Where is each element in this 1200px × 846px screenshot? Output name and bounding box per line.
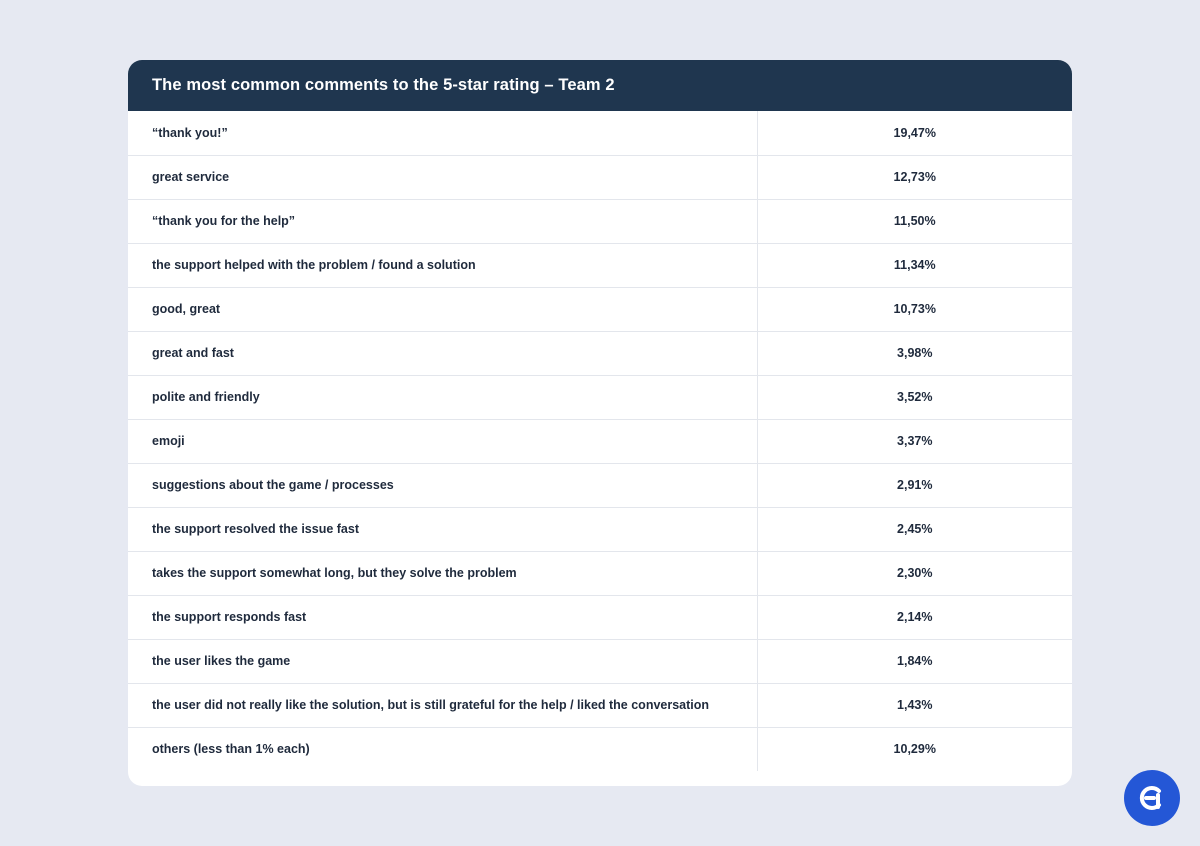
- comments-table: [128, 111, 1072, 771]
- percentage-cell: 2,91%: [757, 463, 1072, 507]
- table-row: [128, 419, 1072, 463]
- table-row: [128, 111, 1072, 155]
- comment-cell: great and fast: [128, 331, 757, 375]
- comment-cell: emoji: [128, 419, 757, 463]
- percentage-cell: 11,34%: [757, 243, 1072, 287]
- comment-cell: suggestions about the game / processes: [128, 463, 757, 507]
- percentage-cell: 2,45%: [757, 507, 1072, 551]
- percentage-cell: 3,37%: [757, 419, 1072, 463]
- table-row: [128, 463, 1072, 507]
- comment-cell: great service: [128, 155, 757, 199]
- table-row: [128, 507, 1072, 551]
- table-row: [128, 375, 1072, 419]
- percentage-cell: 19,47%: [757, 111, 1072, 155]
- comment-cell: the support helped with the problem / found a solution: [128, 243, 757, 287]
- table-title: The most common comments to the 5-star rating – Team 2: [128, 60, 1072, 111]
- percentage-cell: 10,73%: [757, 287, 1072, 331]
- comment-cell: others (less than 1% each): [128, 727, 757, 771]
- comment-cell: the support resolved the issue fast: [128, 507, 757, 551]
- table-row: [128, 243, 1072, 287]
- percentage-cell: 10,29%: [893, 742, 936, 757]
- table-row: [128, 683, 1072, 727]
- comments-table-card: [128, 60, 1072, 786]
- comment-cell: the user did not really like the solution, but is still grateful for the help / liked the conversation: [128, 683, 757, 727]
- percentage-cell: 3,52%: [757, 375, 1072, 419]
- percentage-cell: 3,98%: [757, 331, 1072, 375]
- comment-cell: the user likes the game: [128, 639, 757, 683]
- table-row: [128, 287, 1072, 331]
- percentage-cell: 1,43%: [757, 683, 1072, 727]
- table-body: [128, 111, 1072, 771]
- percentage-cell: 11,50%: [757, 199, 1072, 243]
- table-row: [128, 727, 1072, 771]
- comment-cell: takes the support somewhat long, but they solve the problem: [128, 551, 757, 595]
- brand-logo-icon[interactable]: [1124, 770, 1180, 826]
- comment-cell: the support responds fast: [128, 595, 757, 639]
- percentage-cell: 2,30%: [757, 551, 1072, 595]
- table-row: [128, 199, 1072, 243]
- percentage-cell: 1,84%: [757, 639, 1072, 683]
- brand-logo-glyph: [1137, 783, 1167, 813]
- table-row: [128, 551, 1072, 595]
- table-row: [128, 155, 1072, 199]
- table-row: [128, 639, 1072, 683]
- comment-cell: “thank you!”: [128, 111, 757, 155]
- comment-cell: good, great: [128, 287, 757, 331]
- comment-cell: polite and friendly: [128, 375, 757, 419]
- percentage-cell: 2,14%: [757, 595, 1072, 639]
- table-row: [128, 595, 1072, 639]
- comment-cell: “thank you for the help”: [128, 199, 757, 243]
- percentage-cell: 12,73%: [757, 155, 1072, 199]
- table-row: [128, 331, 1072, 375]
